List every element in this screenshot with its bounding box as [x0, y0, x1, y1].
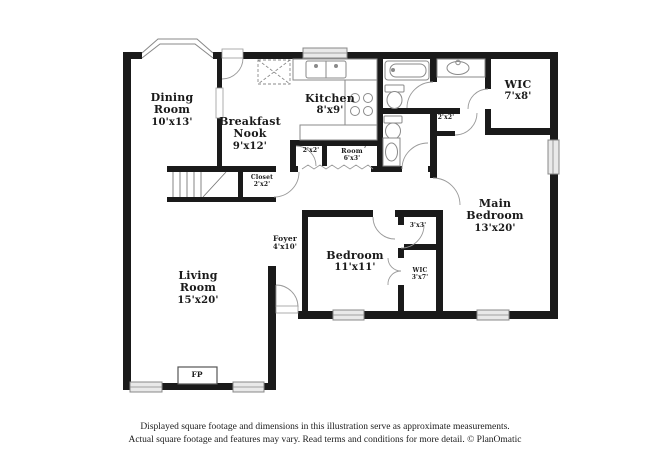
hall-closet-door-arc: [274, 172, 299, 197]
label-breakfast-nook: [218, 116, 282, 152]
label-kitchen: [290, 93, 370, 117]
living-room-dims: 15'x20': [177, 294, 219, 306]
front-door-arc: [276, 285, 298, 307]
label-foyer: [263, 235, 307, 251]
label-dining-room: [142, 92, 202, 128]
closet-3x3-dims: 3'x3': [409, 222, 427, 229]
toilet-icon-hall-bath: [385, 85, 404, 109]
label-living-room: [168, 270, 228, 306]
main-bedroom-dims: 13'x20': [474, 222, 516, 234]
laundry-room-dims: 6'x3': [343, 154, 361, 162]
label-wic-bedroom: [405, 268, 435, 281]
pantry-dashed-box: [258, 60, 290, 84]
front-door-sill: [276, 306, 298, 313]
wic-main-door-arc: [468, 89, 488, 109]
right-wall-window: [548, 140, 559, 174]
hall-closet-dims: 2'x2': [253, 180, 271, 188]
toilet-icon-lower-bath: [384, 116, 402, 139]
label-hall-closet: [247, 175, 277, 188]
foyer-name: Foyer: [273, 234, 297, 243]
lower-bath-door-arc: [402, 143, 428, 169]
back-door-panel: [222, 49, 243, 58]
laundry-bifold-doors: [302, 165, 373, 169]
bay-window: [142, 39, 213, 58]
label-pantry-closet: [299, 148, 323, 155]
bedroom-door-arc: [373, 217, 395, 239]
label-laundry-room: [334, 141, 370, 162]
disclaimer-line-2: Actual square footage and features may vary. Read terms and conditions for more detail. © PlanOmatic: [128, 434, 522, 445]
main-bedroom-door-arc: [433, 178, 460, 205]
pantry-closet-dims: 2'x2': [302, 147, 320, 154]
wic-bedroom-name: WIC: [412, 267, 428, 274]
kitchen-dims: 8'x9': [316, 105, 344, 117]
cased-opening: [216, 88, 223, 118]
living-room-name: Living Room: [178, 269, 218, 295]
label-main-bedroom: [463, 198, 527, 234]
linen-closet-dims: 2'x2': [437, 114, 455, 121]
disclaimer-text: [0, 421, 650, 447]
wic-main-name: WIC: [504, 78, 532, 91]
label-linen-closet: [434, 115, 458, 122]
kitchen-name: Kitchen: [305, 92, 355, 105]
bedroom-name: Bedroom: [326, 249, 384, 262]
linen-closet-door-arc: [455, 113, 477, 135]
stairs: [173, 172, 226, 197]
hall-bath-door-arc: [407, 82, 433, 108]
wic-main-dims: 7'x8': [504, 91, 532, 103]
back-door-arc: [222, 58, 243, 79]
dining-room-dims: 10'x13': [151, 116, 193, 128]
disclaimer-line-1: Displayed square footage and dimensions in this illustration serve as approximate measurements.: [140, 422, 510, 432]
breakfast-nook-name: Breakfast Nook: [219, 115, 281, 141]
label-closet-3x3: [406, 223, 430, 230]
sink-icon-lower-bath: [383, 138, 400, 166]
foyer-dims: 4'x10': [272, 242, 298, 252]
kitchen-sink-icon: [306, 61, 346, 78]
label-bedroom: [320, 250, 390, 274]
label-wic-main: [493, 79, 543, 103]
label-fireplace: FP: [191, 370, 203, 379]
bedroom-dims: 11'x11': [334, 262, 376, 274]
bathtub-icon: [385, 61, 429, 80]
wic-bedroom-dims: 3'x7': [411, 273, 429, 281]
main-bedroom-name: Main Bedroom: [466, 197, 524, 223]
breakfast-nook-dims: 9'x12': [232, 140, 268, 152]
laundry-room-name: Laundry Room: [336, 140, 368, 156]
dining-room-name: Dining Room: [150, 91, 194, 117]
sink-icon-main-bath: [437, 59, 485, 77]
hall-closet-name: Closet: [250, 174, 274, 181]
